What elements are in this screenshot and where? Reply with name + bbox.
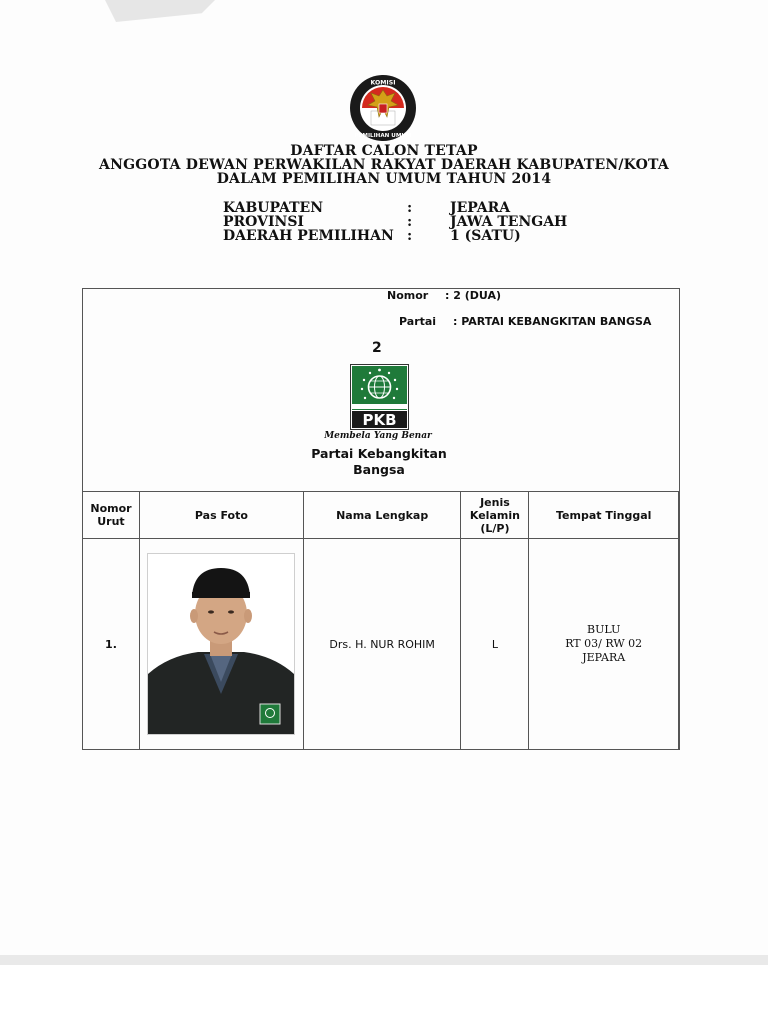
info-label-kabupaten: KABUPATEN [223, 200, 323, 216]
logo-bottom-text: PEMILIHAN UMUM [354, 133, 412, 139]
nomor-value: : 2 (DUA) [445, 289, 502, 302]
header-pas-foto: Pas Foto [139, 492, 303, 539]
nomor-label: Nomor [387, 289, 429, 302]
address-line-2: RT 03/ RW 02 [565, 637, 643, 650]
cell-tempat-tinggal [529, 539, 679, 750]
table-row [83, 539, 679, 750]
party-slogan: Membela Yang Benar [324, 431, 432, 441]
header-nomor-urut: Nomor Urut [83, 492, 140, 539]
pkb-abbr: PKB [362, 411, 397, 429]
info-sep: : [407, 200, 413, 216]
cell-photo [139, 539, 303, 750]
pkb-logo-icon [350, 364, 409, 430]
address-line-1: BULU [587, 623, 621, 636]
cell-jenis-kelamin: L [461, 539, 529, 750]
partai-label: Partai [399, 315, 437, 328]
info-sep: : [407, 228, 413, 244]
cell-nama: Drs. H. NUR ROHIM [303, 539, 461, 750]
info-value-kabupaten: JEPARA [450, 200, 511, 216]
header-nama-lengkap: Nama Lengkap [303, 492, 461, 539]
party-number: 2 [372, 340, 382, 356]
info-value-provinsi: JAWA TENGAH [450, 214, 568, 230]
scan-edge [0, 955, 768, 965]
info-sep: : [407, 214, 413, 230]
info-label-dapil: DAERAH PEMILIHAN [223, 228, 394, 244]
info-label-provinsi: PROVINSI [223, 214, 304, 230]
party-name-line-2: Bangsa [353, 462, 405, 477]
address-line-3: JEPARA [582, 651, 626, 664]
candidate-photo [147, 553, 295, 735]
candidate-table [82, 491, 679, 750]
header-tempat-tinggal: Tempat Tinggal [529, 492, 679, 539]
cell-nomor: 1. [83, 539, 140, 750]
partai-value: : PARTAI KEBANGKITAN BANGSA [453, 315, 652, 328]
header-jenis-kelamin: Jenis Kelamin (L/P) [461, 492, 529, 539]
info-value-dapil: 1 (SATU) [450, 228, 521, 244]
party-name-line-1: Partai Kebangkitan [311, 446, 447, 461]
title-line-1: DAFTAR CALON TETAP [290, 143, 478, 159]
kpu-logo-icon [346, 74, 420, 142]
table-header-row [83, 492, 679, 539]
logo-top-text: KOMISI [370, 79, 396, 87]
title-line-2: ANGGOTA DEWAN PERWAKILAN RAKYAT DAERAH KABUPATEN/KOTA [99, 157, 669, 173]
candidate-portrait-icon [148, 554, 294, 734]
title-line-3: DALAM PEMILIHAN UMUM TAHUN 2014 [216, 171, 552, 187]
